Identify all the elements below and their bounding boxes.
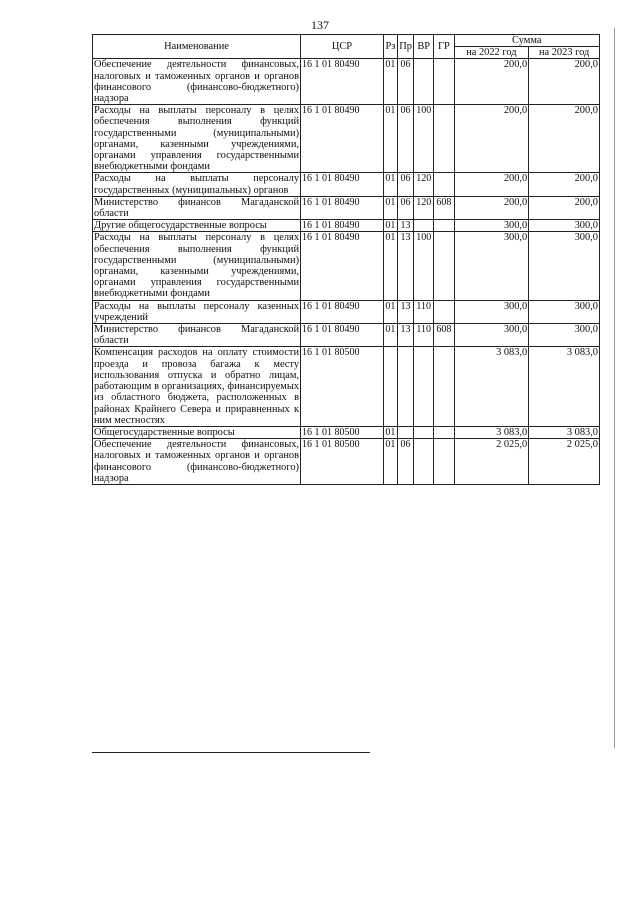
- cell-sum-2022: 200,0: [454, 105, 529, 173]
- cell-vr: [414, 439, 434, 485]
- table-row: [93, 300, 600, 323]
- cell-sum-2023: 2 025,0: [529, 439, 600, 485]
- cell-name: Другие общегосударственные вопросы: [93, 220, 301, 232]
- header-row-1: [93, 35, 600, 47]
- cell-gr: [434, 59, 454, 105]
- cell-sum-2023: 3 083,0: [529, 426, 600, 438]
- cell-sum-2023: 200,0: [529, 196, 600, 219]
- cell-sum-2023: 300,0: [529, 324, 600, 347]
- cell-pr: [397, 347, 413, 426]
- cell-csr: 16 1 01 80490: [301, 59, 384, 105]
- cell-pr: [397, 426, 413, 438]
- cell-name: Компенсация расходов на оплату стоимости проезда и провоза багажа к месту использования отпуска и обратно лицам, работающим в организациях, финансируемых из областного бюджета, расположенных в районах Крайнего Севера и приравненных к ним местностях: [94, 347, 300, 426]
- cell-rz: 01: [383, 173, 397, 196]
- cell-name: Расходы на выплаты персоналу в целях обеспечения выполнения функций государственными (муниципальными) органами, казенными учреждениями, органами управления государственными внебюджетными фондами: [94, 105, 300, 173]
- cell-sum-2022: 300,0: [454, 220, 529, 232]
- cell-sum-2022: 300,0: [454, 324, 529, 347]
- cell-csr: 16 1 01 80500: [301, 347, 384, 426]
- cell-vr: [414, 347, 434, 426]
- cell-csr: 16 1 01 80490: [301, 173, 384, 196]
- table-body: [93, 59, 600, 485]
- header-sum: Сумма: [454, 35, 600, 47]
- cell-name: Министерство финансов Магаданской области: [94, 324, 300, 347]
- header-csr: ЦСР: [301, 35, 384, 59]
- cell-gr: [434, 105, 454, 173]
- cell-vr: 120: [414, 173, 434, 196]
- header-gr: ГР: [434, 35, 454, 59]
- cell-pr: 06: [397, 196, 413, 219]
- cell-pr: 13: [397, 324, 413, 347]
- cell-rz: [383, 347, 397, 426]
- cell-sum-2022: 300,0: [454, 300, 529, 323]
- cell-csr: 16 1 01 80490: [301, 105, 384, 173]
- cell-vr: 100: [414, 105, 434, 173]
- cell-rz: 01: [383, 196, 397, 219]
- cell-csr: 16 1 01 80500: [301, 426, 384, 438]
- budget-table: [92, 34, 600, 485]
- cell-gr: [434, 426, 454, 438]
- cell-sum-2023: 300,0: [529, 220, 600, 232]
- cell-csr: 16 1 01 80490: [301, 196, 384, 219]
- cell-rz: 01: [383, 439, 397, 485]
- table-row: [93, 324, 600, 347]
- cell-gr: [434, 173, 454, 196]
- cell-rz: 01: [383, 300, 397, 323]
- cell-rz: 01: [383, 105, 397, 173]
- cell-vr: 110: [414, 300, 434, 323]
- cell-sum-2022: 2 025,0: [454, 439, 529, 485]
- cell-name: Расходы на выплаты персоналу государственных (муниципальных) органов: [94, 173, 300, 196]
- page-number: 137: [311, 18, 329, 32]
- cell-sum-2022: 3 083,0: [454, 347, 529, 426]
- header-rz: Рз: [383, 35, 397, 59]
- cell-sum-2022: 200,0: [454, 59, 529, 105]
- table-row: [93, 173, 600, 196]
- cell-vr: [414, 220, 434, 232]
- cell-gr: 608: [434, 324, 454, 347]
- cell-csr: 16 1 01 80500: [301, 439, 384, 485]
- cell-rz: 01: [383, 59, 397, 105]
- cell-name: Министерство финансов Магаданской области: [94, 196, 300, 220]
- cell-sum-2023: 300,0: [529, 232, 600, 300]
- cell-gr: [434, 347, 454, 426]
- cell-rz: 01: [383, 220, 397, 232]
- cell-csr: 16 1 01 80490: [301, 324, 384, 347]
- cell-rz: 01: [383, 324, 397, 347]
- cell-sum-2023: 200,0: [529, 105, 600, 173]
- cell-sum-2023: 300,0: [529, 300, 600, 323]
- cell-sum-2022: 200,0: [454, 196, 529, 219]
- cell-csr: 16 1 01 80490: [301, 300, 384, 323]
- header-name: Наименование: [93, 35, 301, 59]
- cell-pr: 06: [397, 59, 413, 105]
- cell-vr: [414, 59, 434, 105]
- cell-pr: 13: [397, 220, 413, 232]
- table-row: [93, 59, 600, 105]
- cell-vr: 120: [414, 196, 434, 219]
- cell-vr: [414, 426, 434, 438]
- header-2023: на 2023 год: [529, 47, 600, 59]
- cell-csr: 16 1 01 80490: [301, 220, 384, 232]
- cell-pr: 06: [397, 439, 413, 485]
- cell-gr: 608: [434, 196, 454, 219]
- header-vr: ВР: [414, 35, 434, 59]
- header-2022: на 2022 год: [454, 47, 529, 59]
- scan-edge-line: [614, 28, 615, 748]
- cell-name: Обеспечение деятельности финансовых, налоговых и таможенных органов и органов финансового (финансово-бюджетного) надзора: [94, 439, 300, 484]
- cell-pr: 13: [397, 232, 413, 300]
- table-row: [93, 105, 600, 173]
- table-row: [93, 232, 600, 300]
- cell-sum-2023: 200,0: [529, 59, 600, 105]
- cell-name: Общегосударственные вопросы: [93, 426, 301, 438]
- cell-sum-2023: 200,0: [529, 173, 600, 196]
- cell-name: Обеспечение деятельности финансовых, налоговых и таможенных органов и органов финансового (финансово-бюджетного) надзора: [94, 59, 300, 105]
- cell-pr: 06: [397, 105, 413, 173]
- table-row: [93, 347, 600, 426]
- cell-rz: 01: [383, 426, 397, 438]
- cell-vr: 110: [414, 324, 434, 347]
- table-row: [93, 196, 600, 219]
- cell-sum-2022: 300,0: [454, 232, 529, 300]
- cell-vr: 100: [414, 232, 434, 300]
- table-row: [93, 439, 600, 485]
- cell-gr: [434, 300, 454, 323]
- cell-rz: 01: [383, 232, 397, 300]
- cell-gr: [434, 232, 454, 300]
- table-row: [93, 220, 600, 232]
- table-row: [93, 426, 600, 438]
- cell-pr: 06: [397, 173, 413, 196]
- cell-name: Расходы на выплаты персоналу в целях обеспечения выполнения функций государственными (муниципальными) органами, казенными учреждениями, органами управления государственными внебюджетными фондами: [94, 232, 300, 300]
- cell-sum-2022: 3 083,0: [454, 426, 529, 438]
- header-pr: Пр: [397, 35, 413, 59]
- cell-sum-2023: 3 083,0: [529, 347, 600, 426]
- cell-csr: 16 1 01 80490: [301, 232, 384, 300]
- cell-gr: [434, 439, 454, 485]
- cell-name: Расходы на выплаты персоналу казенных учреждений: [94, 300, 300, 323]
- cell-gr: [434, 220, 454, 232]
- cell-sum-2022: 200,0: [454, 173, 529, 196]
- cell-pr: 13: [397, 300, 413, 323]
- footer-rule: [92, 752, 370, 753]
